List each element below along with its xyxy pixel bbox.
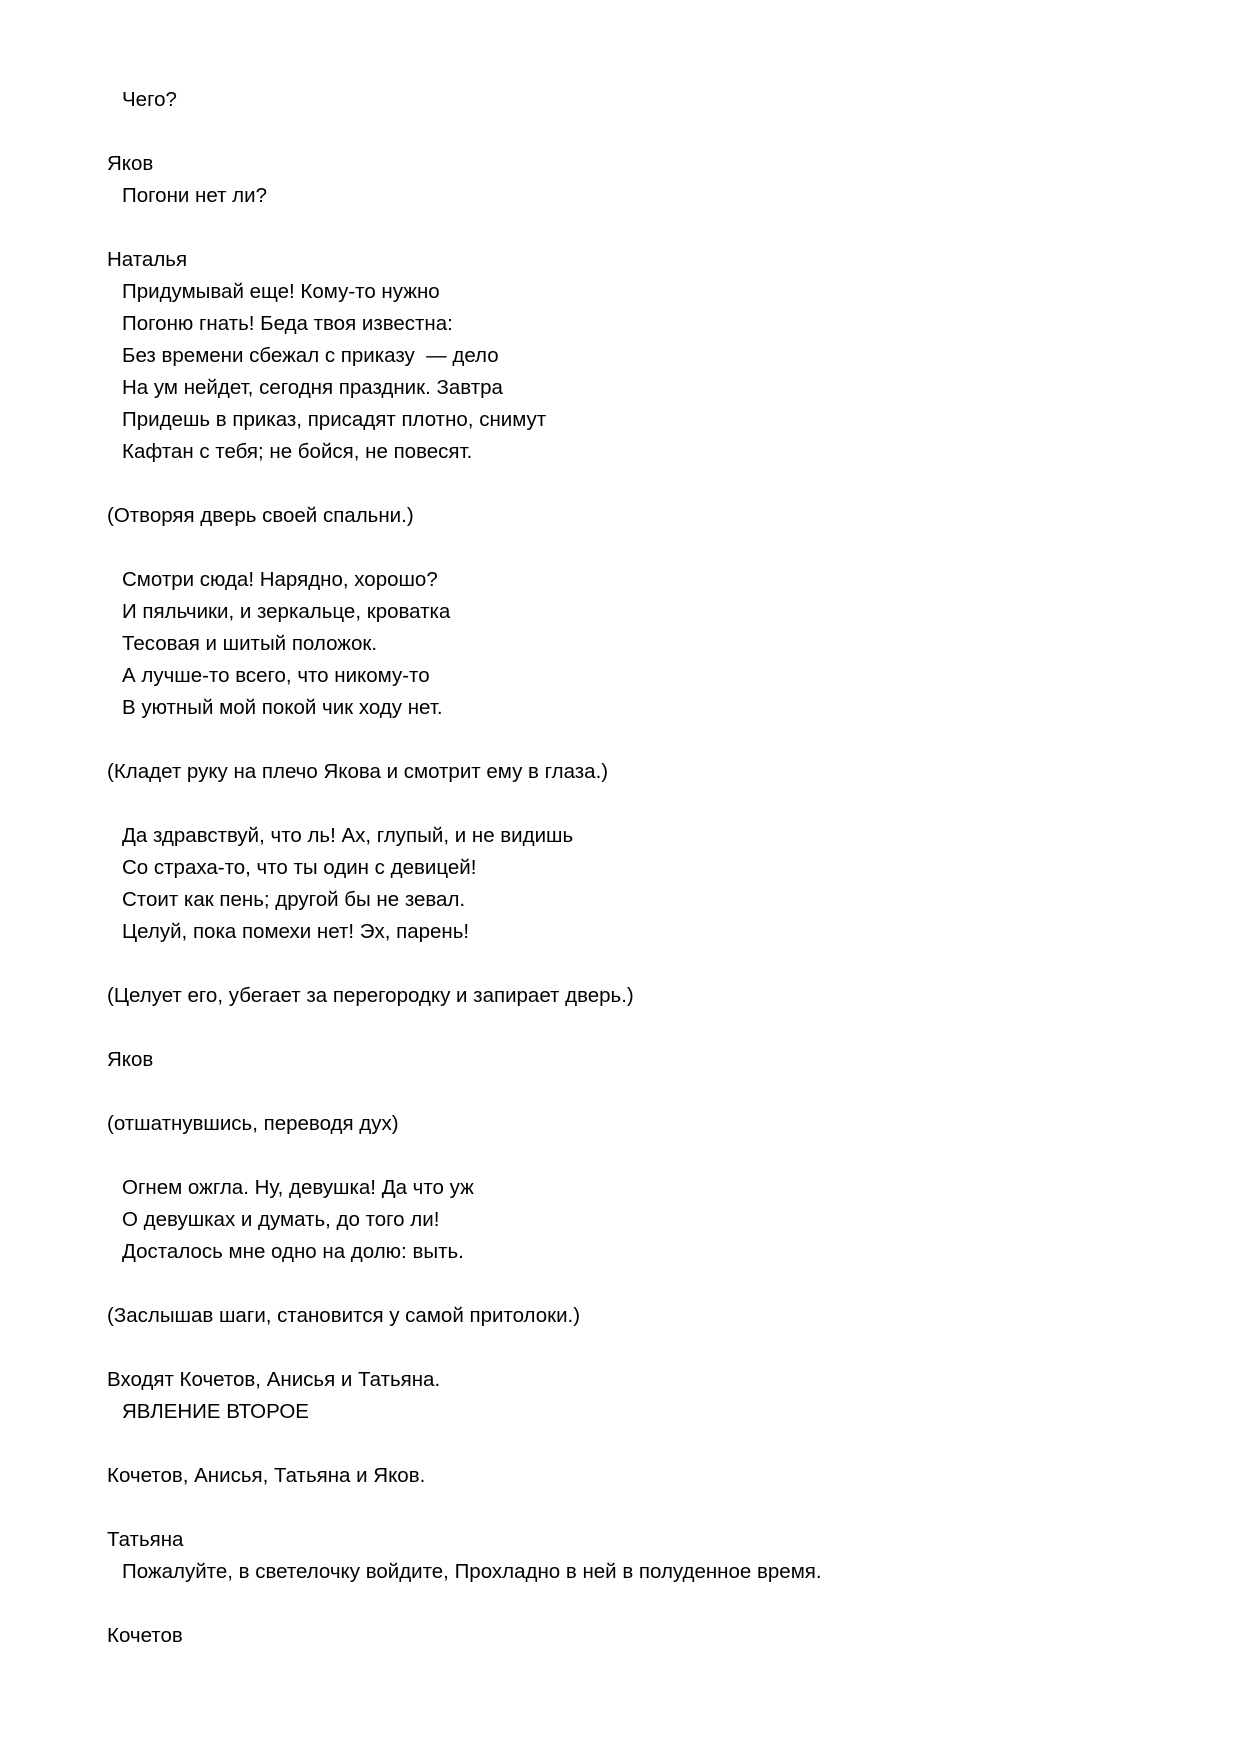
speaker-name: Кочетов — [107, 1624, 183, 1647]
stage-direction: (отшатнувшись, переводя дух) — [107, 1112, 399, 1135]
dialogue-line: Без времени сбежал с приказу — дело — [122, 344, 499, 367]
dialogue-line: На ум нейдет, сегодня праздник. Завтра — [122, 376, 503, 399]
dialogue-line: А лучше-то всего, что никому-то — [122, 664, 430, 687]
dialogue-line: Тесовая и шитый положок. — [122, 632, 378, 655]
dialogue-line: Кафтан с тебя; не бойся, не повесят. — [122, 440, 473, 463]
speaker-name: Наталья — [107, 248, 188, 271]
dialogue-line: Смотри сюда! Нарядно, хорошо? — [122, 568, 438, 591]
dialogue-line: О девушках и думать, до того ли! — [122, 1208, 440, 1231]
dialogue-line: Пожалуйте, в светелочку войдите, Прохладно в ней в полуденное время. — [122, 1560, 822, 1583]
stage-direction: (Кладет руку на плечо Якова и смотрит ему в глаза.) — [107, 760, 609, 783]
dialogue-line: Целуй, пока помехи нет! Эх, парень! — [122, 920, 470, 943]
scene-cast: Кочетов, Анисья, Татьяна и Яков. — [107, 1464, 426, 1487]
stage-direction: (Целует его, убегает за перегородку и запирает дверь.) — [107, 984, 634, 1007]
speaker-name: Яков — [107, 152, 154, 175]
stage-direction: (Заслышав шаги, становится у самой притолоки.) — [107, 1304, 581, 1327]
speaker-name: Татьяна — [107, 1528, 184, 1551]
dialogue-line: Погони нет ли? — [122, 184, 267, 207]
speaker-name: Яков — [107, 1048, 154, 1071]
dialogue-line: Погоню гнать! Беда твоя известна: — [122, 312, 453, 335]
dialogue-line: Чего? — [122, 88, 177, 111]
dialogue-line: Стоит как пень; другой бы не зевал. — [122, 888, 466, 911]
dialogue-line: И пяльчики, и зеркальце, кроватка — [122, 600, 451, 623]
stage-direction: Входят Кочетов, Анисья и Татьяна. — [107, 1368, 441, 1391]
dialogue-line: В уютный мой покой чик ходу нет. — [122, 696, 443, 719]
stage-direction: (Отворяя дверь своей спальни.) — [107, 504, 414, 527]
dialogue-line: Придумывай еще! Кому-то нужно — [122, 280, 440, 303]
dialogue-line: Придешь в приказ, присадят плотно, снимут — [122, 408, 547, 431]
dialogue-line: Огнем ожгла. Ну, девушка! Да что уж — [122, 1176, 474, 1199]
scene-heading: ЯВЛЕНИЕ ВТОРОЕ — [122, 1400, 309, 1423]
dialogue-line: Досталось мне одно на долю: выть. — [122, 1240, 464, 1263]
dialogue-line: Со страха-то, что ты один с девицей! — [122, 856, 477, 879]
dialogue-line: Да здравствуй, что ль! Ах, глупый, и не видишь — [122, 824, 574, 847]
